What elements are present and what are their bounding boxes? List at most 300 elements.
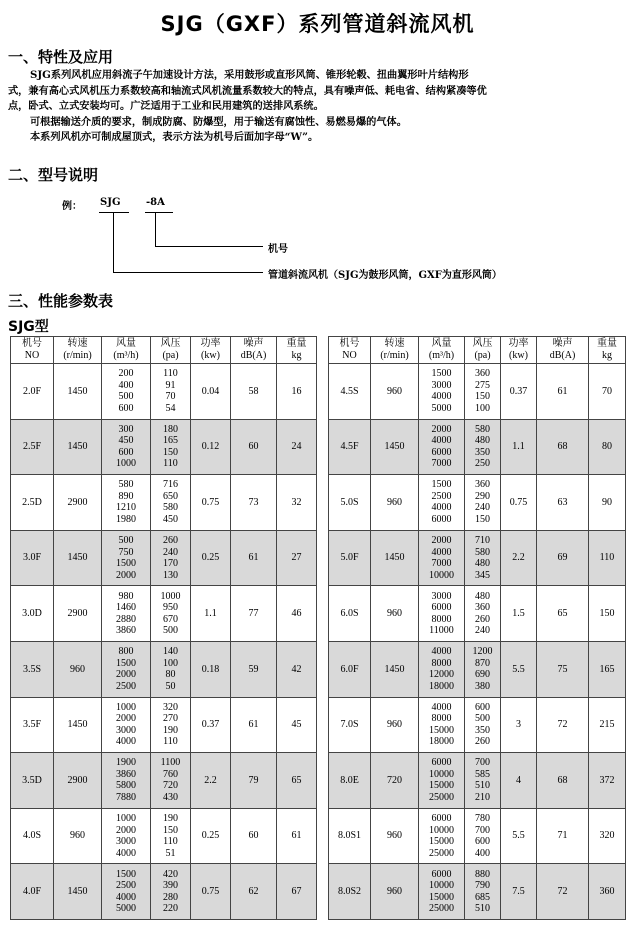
cell-pressure-value: 760	[163, 768, 178, 780]
column-header-line: 功率	[200, 338, 221, 349]
cell-weight: 360	[589, 864, 626, 920]
cell-weight: 46	[277, 586, 317, 642]
cell-noise: 68	[537, 419, 589, 475]
cell-pressure-value: 110	[163, 458, 178, 470]
cell-airflow-value: 8000	[431, 657, 452, 669]
cell-power: 0.37	[501, 364, 537, 420]
cell-airflow-value: 6000	[431, 868, 452, 880]
cell-pressure-value: 1100	[160, 757, 181, 769]
cell-pressure-value: 716	[163, 479, 178, 491]
cell-airflow-value: 500	[118, 391, 134, 403]
cell-airflow-value: 2500	[116, 680, 136, 692]
cell-airflow-value: 15000	[429, 780, 454, 792]
column-header-line: 风压	[472, 338, 493, 349]
cell-noise: 73	[231, 475, 277, 531]
cell-airflow-value: 10000	[429, 824, 454, 836]
cell-noise: 58	[231, 364, 277, 420]
cell-weight: 372	[589, 753, 626, 809]
cell-airflow	[419, 419, 465, 475]
table-row	[11, 530, 317, 586]
cell-weight: 16	[277, 364, 317, 420]
table-header-row	[11, 337, 317, 364]
cell-pressure-value: 480	[475, 590, 490, 602]
cell-airflow-value: 4000	[431, 646, 452, 658]
cell-power: 0.75	[191, 864, 231, 920]
cell-pressure	[151, 475, 191, 531]
cell-speed: 2900	[54, 586, 102, 642]
cell-airflow-value: 2000	[116, 669, 136, 681]
cell-pressure-value: 54	[165, 402, 176, 414]
cell-airflow-value: 1000	[116, 701, 136, 713]
table-row	[329, 864, 626, 920]
cell-pressure-value: 500	[163, 625, 178, 637]
section-heading-features: 一、特性及应用	[8, 48, 114, 66]
table-row	[11, 808, 317, 864]
cell-pressure	[465, 530, 501, 586]
cell-speed: 960	[371, 697, 419, 753]
cell-model-number: 6.0F	[329, 641, 371, 697]
cell-pressure-value: 210	[475, 791, 490, 803]
table-row	[329, 530, 626, 586]
cell-speed: 960	[54, 808, 102, 864]
cell-pressure	[465, 364, 501, 420]
cell-weight: 90	[589, 475, 626, 531]
cell-airflow-value: 4000	[431, 701, 452, 713]
table-row	[11, 697, 317, 753]
table-row	[329, 697, 626, 753]
cell-power: 0.04	[191, 364, 231, 420]
table-row	[11, 364, 317, 420]
cell-power: 0.25	[191, 530, 231, 586]
cell-airflow-value: 4000	[116, 891, 136, 903]
cell-airflow-value: 10000	[429, 768, 454, 780]
cell-pressure-value: 100	[163, 657, 178, 669]
column-header-line: (kw)	[201, 350, 220, 361]
cell-pressure	[151, 586, 191, 642]
cell-airflow	[102, 364, 151, 420]
cell-pressure-value: 690	[475, 669, 490, 681]
cell-airflow	[102, 530, 151, 586]
table-row	[11, 475, 317, 531]
cell-airflow-value: 1500	[116, 558, 136, 570]
cell-model-number: 8.0S2	[329, 864, 371, 920]
column-header	[465, 337, 501, 364]
cell-weight: 32	[277, 475, 317, 531]
cell-speed: 1450	[54, 697, 102, 753]
cell-power: 1.5	[501, 586, 537, 642]
cell-pressure-value: 260	[163, 535, 178, 547]
cell-pressure-value: 110	[163, 736, 178, 748]
cell-speed: 960	[371, 864, 419, 920]
cell-pressure-value: 190	[163, 724, 178, 736]
cell-pressure-value: 580	[475, 423, 490, 435]
cell-power: 2.2	[191, 753, 231, 809]
cell-airflow-value: 3860	[116, 768, 136, 780]
cell-airflow-value: 1500	[116, 657, 136, 669]
cell-pressure-value: 150	[475, 391, 490, 403]
section-heading-model: 二、型号说明	[8, 166, 99, 184]
performance-table-right	[328, 336, 626, 920]
cell-airflow-value: 8000	[431, 613, 452, 625]
connector-number-vertical	[155, 213, 156, 247]
cell-airflow	[102, 864, 151, 920]
table-header-row	[329, 337, 626, 364]
cell-pressure	[151, 753, 191, 809]
cell-airflow-value: 200	[118, 368, 134, 380]
cell-airflow-value: 7000	[431, 458, 452, 470]
cell-speed: 960	[371, 475, 419, 531]
cell-pressure-value: 710	[475, 535, 490, 547]
cell-pressure-value: 950	[163, 602, 178, 614]
column-header-line: (pa)	[474, 350, 491, 361]
cell-pressure-value: 420	[163, 868, 178, 880]
cell-weight: 165	[589, 641, 626, 697]
cell-power: 7.5	[501, 864, 537, 920]
cell-pressure-value: 780	[475, 813, 490, 825]
cell-airflow-value: 3860	[116, 625, 136, 637]
cell-speed: 1450	[371, 419, 419, 475]
features-line: 本系列风机亦可制成屋顶式，表示方法为机号后面加字母“W”。	[30, 131, 319, 143]
column-header-line: (r/min)	[380, 350, 409, 361]
cell-pressure-value: 1200	[472, 646, 493, 658]
cell-airflow-value: 2000	[116, 713, 136, 725]
cell-pressure-value: 360	[475, 602, 490, 614]
cell-model-number: 3.5D	[11, 753, 54, 809]
label-fan-type: 管道斜流风机（SJG为鼓形风筒，GXF为直形风筒）	[268, 270, 502, 281]
cell-airflow-value: 1460	[116, 602, 136, 614]
table-row	[11, 419, 317, 475]
features-line: 点，卧式、立式安装均可。广泛适用于工业和民用建筑的送排风系统。	[8, 100, 324, 112]
cell-pressure-value: 670	[163, 613, 178, 625]
cell-speed: 2900	[54, 753, 102, 809]
cell-weight: 45	[277, 697, 317, 753]
cell-airflow-value: 5800	[116, 780, 136, 792]
column-header	[329, 337, 371, 364]
cell-speed: 1450	[54, 419, 102, 475]
cell-noise: 72	[537, 864, 589, 920]
cell-airflow	[419, 586, 465, 642]
column-header-line: NO	[24, 350, 40, 361]
cell-pressure-value: 100	[475, 402, 490, 414]
cell-airflow-value: 580	[118, 479, 134, 491]
cell-airflow	[102, 753, 151, 809]
label-fan-number: 机号	[268, 244, 288, 255]
table-row	[329, 419, 626, 475]
cell-power: 2.2	[501, 530, 537, 586]
cell-pressure-value: 600	[475, 701, 490, 713]
cell-power: 5.5	[501, 641, 537, 697]
cell-power: 4	[501, 753, 537, 809]
cell-airflow-value: 15000	[429, 836, 454, 848]
cell-airflow-value: 300	[118, 423, 134, 435]
cell-pressure	[151, 808, 191, 864]
cell-pressure-value: 240	[163, 546, 178, 558]
cell-power: 0.18	[191, 641, 231, 697]
cell-pressure-value: 270	[163, 713, 178, 725]
cell-airflow-value: 800	[118, 646, 134, 658]
cell-pressure-value: 70	[165, 391, 176, 403]
cell-speed: 960	[371, 586, 419, 642]
column-header-line: 机号	[22, 338, 42, 349]
column-header	[419, 337, 465, 364]
cell-pressure	[151, 530, 191, 586]
cell-power: 0.75	[191, 475, 231, 531]
table-subheading: SJG型	[8, 319, 49, 335]
cell-noise: 62	[231, 864, 277, 920]
cell-airflow-value: 2000	[431, 535, 452, 547]
cell-airflow-value: 15000	[429, 891, 454, 903]
cell-speed: 720	[371, 753, 419, 809]
cell-airflow-value: 1500	[431, 479, 452, 491]
column-header	[589, 337, 626, 364]
cell-airflow-value: 4000	[116, 847, 136, 859]
cell-noise: 60	[231, 419, 277, 475]
column-header	[151, 337, 191, 364]
cell-pressure-value: 790	[475, 880, 490, 892]
connector-series-vertical	[113, 213, 114, 273]
cell-pressure-value: 275	[475, 379, 490, 391]
cell-pressure-value: 110	[163, 836, 178, 848]
cell-weight: 150	[589, 586, 626, 642]
features-line: 式，兼有高心式风机压力系数较高和轴流式风机流量系数较大的特点，具有噪声低、耗电省、结构紧凑等优	[8, 84, 487, 97]
cell-model-number: 4.0F	[11, 864, 54, 920]
cell-pressure-value: 650	[163, 490, 178, 502]
cell-pressure-value: 350	[475, 446, 490, 458]
cell-model-number: 4.0S	[11, 808, 54, 864]
cell-pressure-value: 390	[163, 880, 178, 892]
cell-airflow	[419, 475, 465, 531]
cell-pressure-value: 1000	[160, 590, 181, 602]
cell-speed: 2900	[54, 475, 102, 531]
cell-airflow	[419, 364, 465, 420]
cell-speed: 1450	[54, 530, 102, 586]
column-header-line: 风量	[431, 338, 452, 349]
cell-pressure-value: 290	[475, 490, 490, 502]
cell-airflow-value: 2500	[431, 490, 452, 502]
cell-weight: 80	[589, 419, 626, 475]
cell-pressure	[465, 475, 501, 531]
column-header	[277, 337, 317, 364]
cell-airflow-value: 1500	[116, 868, 136, 880]
cell-airflow-value: 4000	[431, 391, 452, 403]
cell-airflow-value: 25000	[429, 847, 454, 859]
cell-airflow-value: 890	[118, 490, 134, 502]
cell-pressure-value: 500	[475, 713, 490, 725]
cell-model-number: 5.0S	[329, 475, 371, 531]
column-header	[501, 337, 537, 364]
column-header	[11, 337, 54, 364]
cell-pressure-value: 260	[475, 613, 490, 625]
cell-pressure-value: 150	[163, 446, 178, 458]
cell-power: 0.25	[191, 808, 231, 864]
cell-pressure-value: 110	[163, 368, 178, 380]
cell-airflow-value: 1500	[431, 368, 452, 380]
section-heading-performance: 三、性能参数表	[8, 292, 114, 310]
cell-airflow-value: 7000	[431, 558, 452, 570]
table-row	[11, 753, 317, 809]
cell-pressure	[151, 864, 191, 920]
cell-airflow	[102, 475, 151, 531]
column-header-line: 噪声	[552, 338, 573, 349]
table-row	[11, 864, 317, 920]
cell-airflow	[102, 808, 151, 864]
cell-pressure-value: 450	[163, 513, 178, 525]
cell-speed: 1450	[54, 864, 102, 920]
cell-pressure-value: 240	[475, 625, 490, 637]
cell-pressure-value: 140	[163, 646, 178, 658]
column-header-line: (kw)	[509, 350, 528, 361]
cell-pressure-value: 220	[163, 903, 178, 915]
cell-model-number: 4.5S	[329, 364, 371, 420]
cell-pressure	[151, 419, 191, 475]
cell-pressure-value: 720	[163, 780, 178, 792]
cell-airflow-value: 450	[118, 435, 134, 447]
cell-pressure	[465, 864, 501, 920]
cell-airflow-value: 3000	[116, 836, 136, 848]
cell-noise: 59	[231, 641, 277, 697]
example-code-number: -8A	[146, 197, 165, 208]
cell-noise: 72	[537, 697, 589, 753]
column-header-line: 转速	[67, 338, 88, 349]
connector-series-horizontal	[113, 272, 263, 273]
cell-power: 3	[501, 697, 537, 753]
column-header	[231, 337, 277, 364]
cell-pressure-value: 430	[163, 791, 178, 803]
cell-airflow-value: 1980	[116, 513, 136, 525]
cell-noise: 71	[537, 808, 589, 864]
cell-model-number: 2.5D	[11, 475, 54, 531]
cell-weight: 61	[277, 808, 317, 864]
cell-speed: 960	[371, 364, 419, 420]
performance-table-left	[10, 336, 317, 920]
cell-pressure-value: 80	[165, 669, 176, 681]
cell-weight: 65	[277, 753, 317, 809]
cell-airflow-value: 3000	[431, 379, 452, 391]
cell-noise: 77	[231, 586, 277, 642]
cell-speed: 960	[54, 641, 102, 697]
column-header-line: kg	[602, 350, 612, 361]
table-row	[329, 364, 626, 420]
cell-airflow-value: 5000	[116, 903, 136, 915]
cell-power: 0.75	[501, 475, 537, 531]
cell-weight: 320	[589, 808, 626, 864]
cell-airflow-value: 18000	[429, 680, 454, 692]
cell-pressure-value: 400	[475, 847, 490, 859]
column-header	[102, 337, 151, 364]
cell-airflow-value: 10000	[429, 569, 454, 581]
cell-pressure-value: 585	[475, 768, 490, 780]
cell-speed: 1450	[371, 641, 419, 697]
cell-airflow-value: 6000	[431, 602, 452, 614]
cell-airflow-value: 400	[118, 379, 134, 391]
cell-pressure-value: 170	[163, 558, 178, 570]
cell-model-number: 7.0S	[329, 697, 371, 753]
cell-pressure-value: 580	[163, 502, 178, 514]
cell-power: 1.1	[501, 419, 537, 475]
cell-pressure-value: 380	[475, 680, 490, 692]
cell-pressure-value: 280	[163, 891, 178, 903]
column-header	[371, 337, 419, 364]
cell-model-number: 3.0F	[11, 530, 54, 586]
cell-pressure-value: 685	[475, 891, 490, 903]
cell-airflow-value: 500	[118, 535, 134, 547]
cell-airflow-value: 25000	[429, 791, 454, 803]
cell-speed: 960	[371, 808, 419, 864]
cell-airflow-value: 4000	[431, 546, 452, 558]
cell-model-number: 3.0D	[11, 586, 54, 642]
cell-pressure-value: 700	[475, 824, 490, 836]
cell-pressure	[151, 697, 191, 753]
underline-number	[145, 212, 173, 213]
cell-pressure-value: 350	[475, 724, 490, 736]
cell-airflow-value: 2000	[116, 824, 136, 836]
cell-pressure	[465, 419, 501, 475]
cell-weight: 42	[277, 641, 317, 697]
column-header-line: dB(A)	[549, 350, 576, 361]
cell-model-number: 8.0S1	[329, 808, 371, 864]
column-header-line: (m³/h)	[113, 350, 139, 361]
cell-model-number: 5.0F	[329, 530, 371, 586]
cell-pressure-value: 480	[475, 435, 490, 447]
cell-noise: 61	[537, 364, 589, 420]
column-header	[191, 337, 231, 364]
cell-airflow-value: 6000	[431, 513, 452, 525]
column-header-line: 重量	[286, 338, 307, 349]
table-row	[329, 641, 626, 697]
cell-pressure-value: 250	[475, 458, 490, 470]
features-paragraph	[8, 68, 628, 146]
cell-pressure-value: 130	[163, 569, 178, 581]
cell-weight: 110	[589, 530, 626, 586]
column-header-line: 机号	[339, 338, 360, 349]
cell-airflow	[419, 753, 465, 809]
cell-noise: 75	[537, 641, 589, 697]
cell-airflow-value: 7880	[116, 791, 136, 803]
cell-airflow	[419, 864, 465, 920]
cell-model-number: 6.0S	[329, 586, 371, 642]
cell-airflow-value: 4000	[116, 736, 136, 748]
cell-pressure-value: 345	[475, 569, 490, 581]
cell-power: 1.1	[191, 586, 231, 642]
cell-noise: 60	[231, 808, 277, 864]
table-row	[329, 753, 626, 809]
cell-airflow-value: 10000	[429, 880, 454, 892]
cell-airflow-value: 3000	[431, 590, 452, 602]
column-header	[54, 337, 102, 364]
cell-airflow	[102, 641, 151, 697]
cell-model-number: 3.5S	[11, 641, 54, 697]
column-header-line: kg	[291, 350, 302, 361]
cell-airflow-value: 4000	[431, 435, 452, 447]
cell-noise: 63	[537, 475, 589, 531]
cell-speed: 1450	[54, 364, 102, 420]
cell-airflow	[102, 419, 151, 475]
column-header-line: 功率	[508, 338, 529, 349]
column-header-line: 重量	[597, 338, 617, 349]
table-row	[329, 808, 626, 864]
cell-power: 0.37	[191, 697, 231, 753]
cell-pressure-value: 580	[475, 546, 490, 558]
cell-airflow-value: 1000	[116, 813, 136, 825]
cell-pressure-value: 360	[475, 368, 490, 380]
cell-model-number: 8.0E	[329, 753, 371, 809]
cell-airflow	[419, 641, 465, 697]
cell-airflow-value: 600	[118, 402, 134, 414]
cell-weight: 70	[589, 364, 626, 420]
cell-weight: 215	[589, 697, 626, 753]
column-header-line: (m³/h)	[428, 350, 455, 361]
column-header-line: dB(A)	[240, 350, 267, 361]
